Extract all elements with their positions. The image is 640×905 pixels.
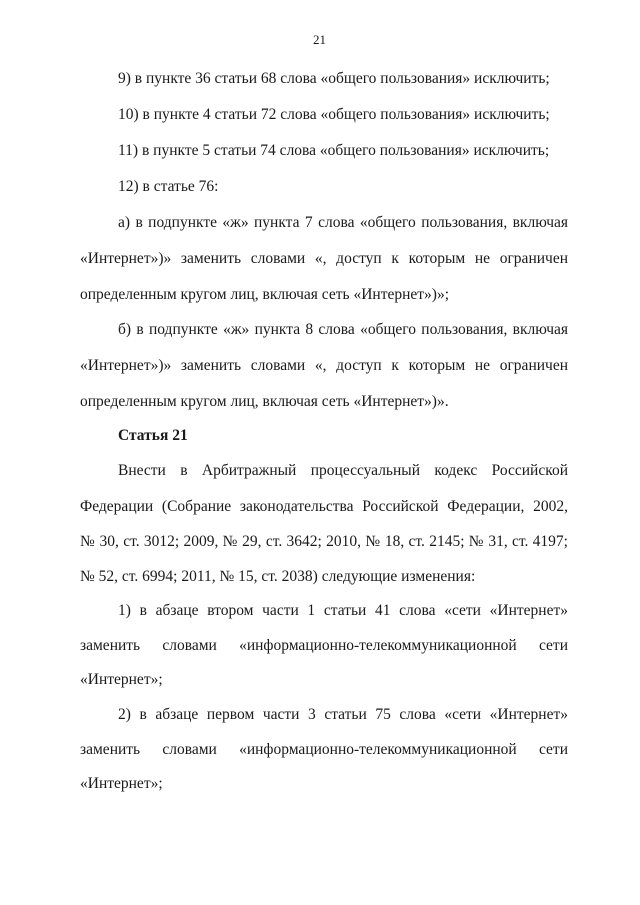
item-12: 12) в статье 76: — [118, 178, 219, 195]
change-2-line-1: 2) в абзаце первом части 3 статьи 75 слова «сети «Интернет» — [118, 706, 568, 723]
intro-line-3: № 30, ст. 3012; 2009, № 29, ст. 3642; 2010, № 18, ст. 2145; № 31, ст. 4197; — [80, 533, 568, 550]
item-9: 9) в пункте 36 статьи 68 слова «общего пользования» исключить; — [118, 70, 550, 87]
subitem-b-line-3: определенным кругом лиц, включая сеть «Интернет»)». — [80, 393, 449, 410]
page-number: 21 — [313, 32, 326, 47]
item-11: 11) в пункте 5 статьи 74 слова «общего пользования» исключить; — [118, 142, 550, 159]
subitem-b-line-2: «Интернет»)» заменить словами «, доступ к которым не ограничен — [80, 357, 568, 374]
intro-line-4: № 52, ст. 6994; 2011, № 15, ст. 2038) следующие изменения: — [80, 568, 476, 585]
article-heading: Статья 21 — [118, 427, 188, 444]
subitem-a-line-1: а) в подпункте «ж» пункта 7 слова «общего пользования, включая — [118, 214, 568, 231]
change-1-line-2: заменить словами «информационно-телекоммуникационной сети — [80, 637, 568, 654]
intro-line-1: Внести в Арбитражный процессуальный кодекс Российской — [118, 462, 568, 479]
change-1-line-1: 1) в абзаце втором части 1 статьи 41 слова «сети «Интернет» — [118, 602, 568, 619]
subitem-a-line-3: определенным кругом лиц, включая сеть «Интернет»)»; — [80, 286, 450, 303]
change-2-line-2: заменить словами «информационно-телекоммуникационной сети — [80, 741, 568, 758]
subitem-a-line-2: «Интернет»)» заменить словами «, доступ к которым не ограничен — [80, 250, 568, 267]
item-10: 10) в пункте 4 статьи 72 слова «общего пользования» исключить; — [118, 106, 550, 123]
change-1-line-3: «Интернет»; — [80, 671, 163, 688]
change-2-line-3: «Интернет»; — [80, 775, 163, 792]
subitem-b-line-1: б) в подпункте «ж» пункта 8 слова «общего пользования, включая — [118, 321, 568, 338]
intro-line-2: Федерации (Собрание законодательства Российской Федерации, 2002, — [80, 498, 568, 515]
